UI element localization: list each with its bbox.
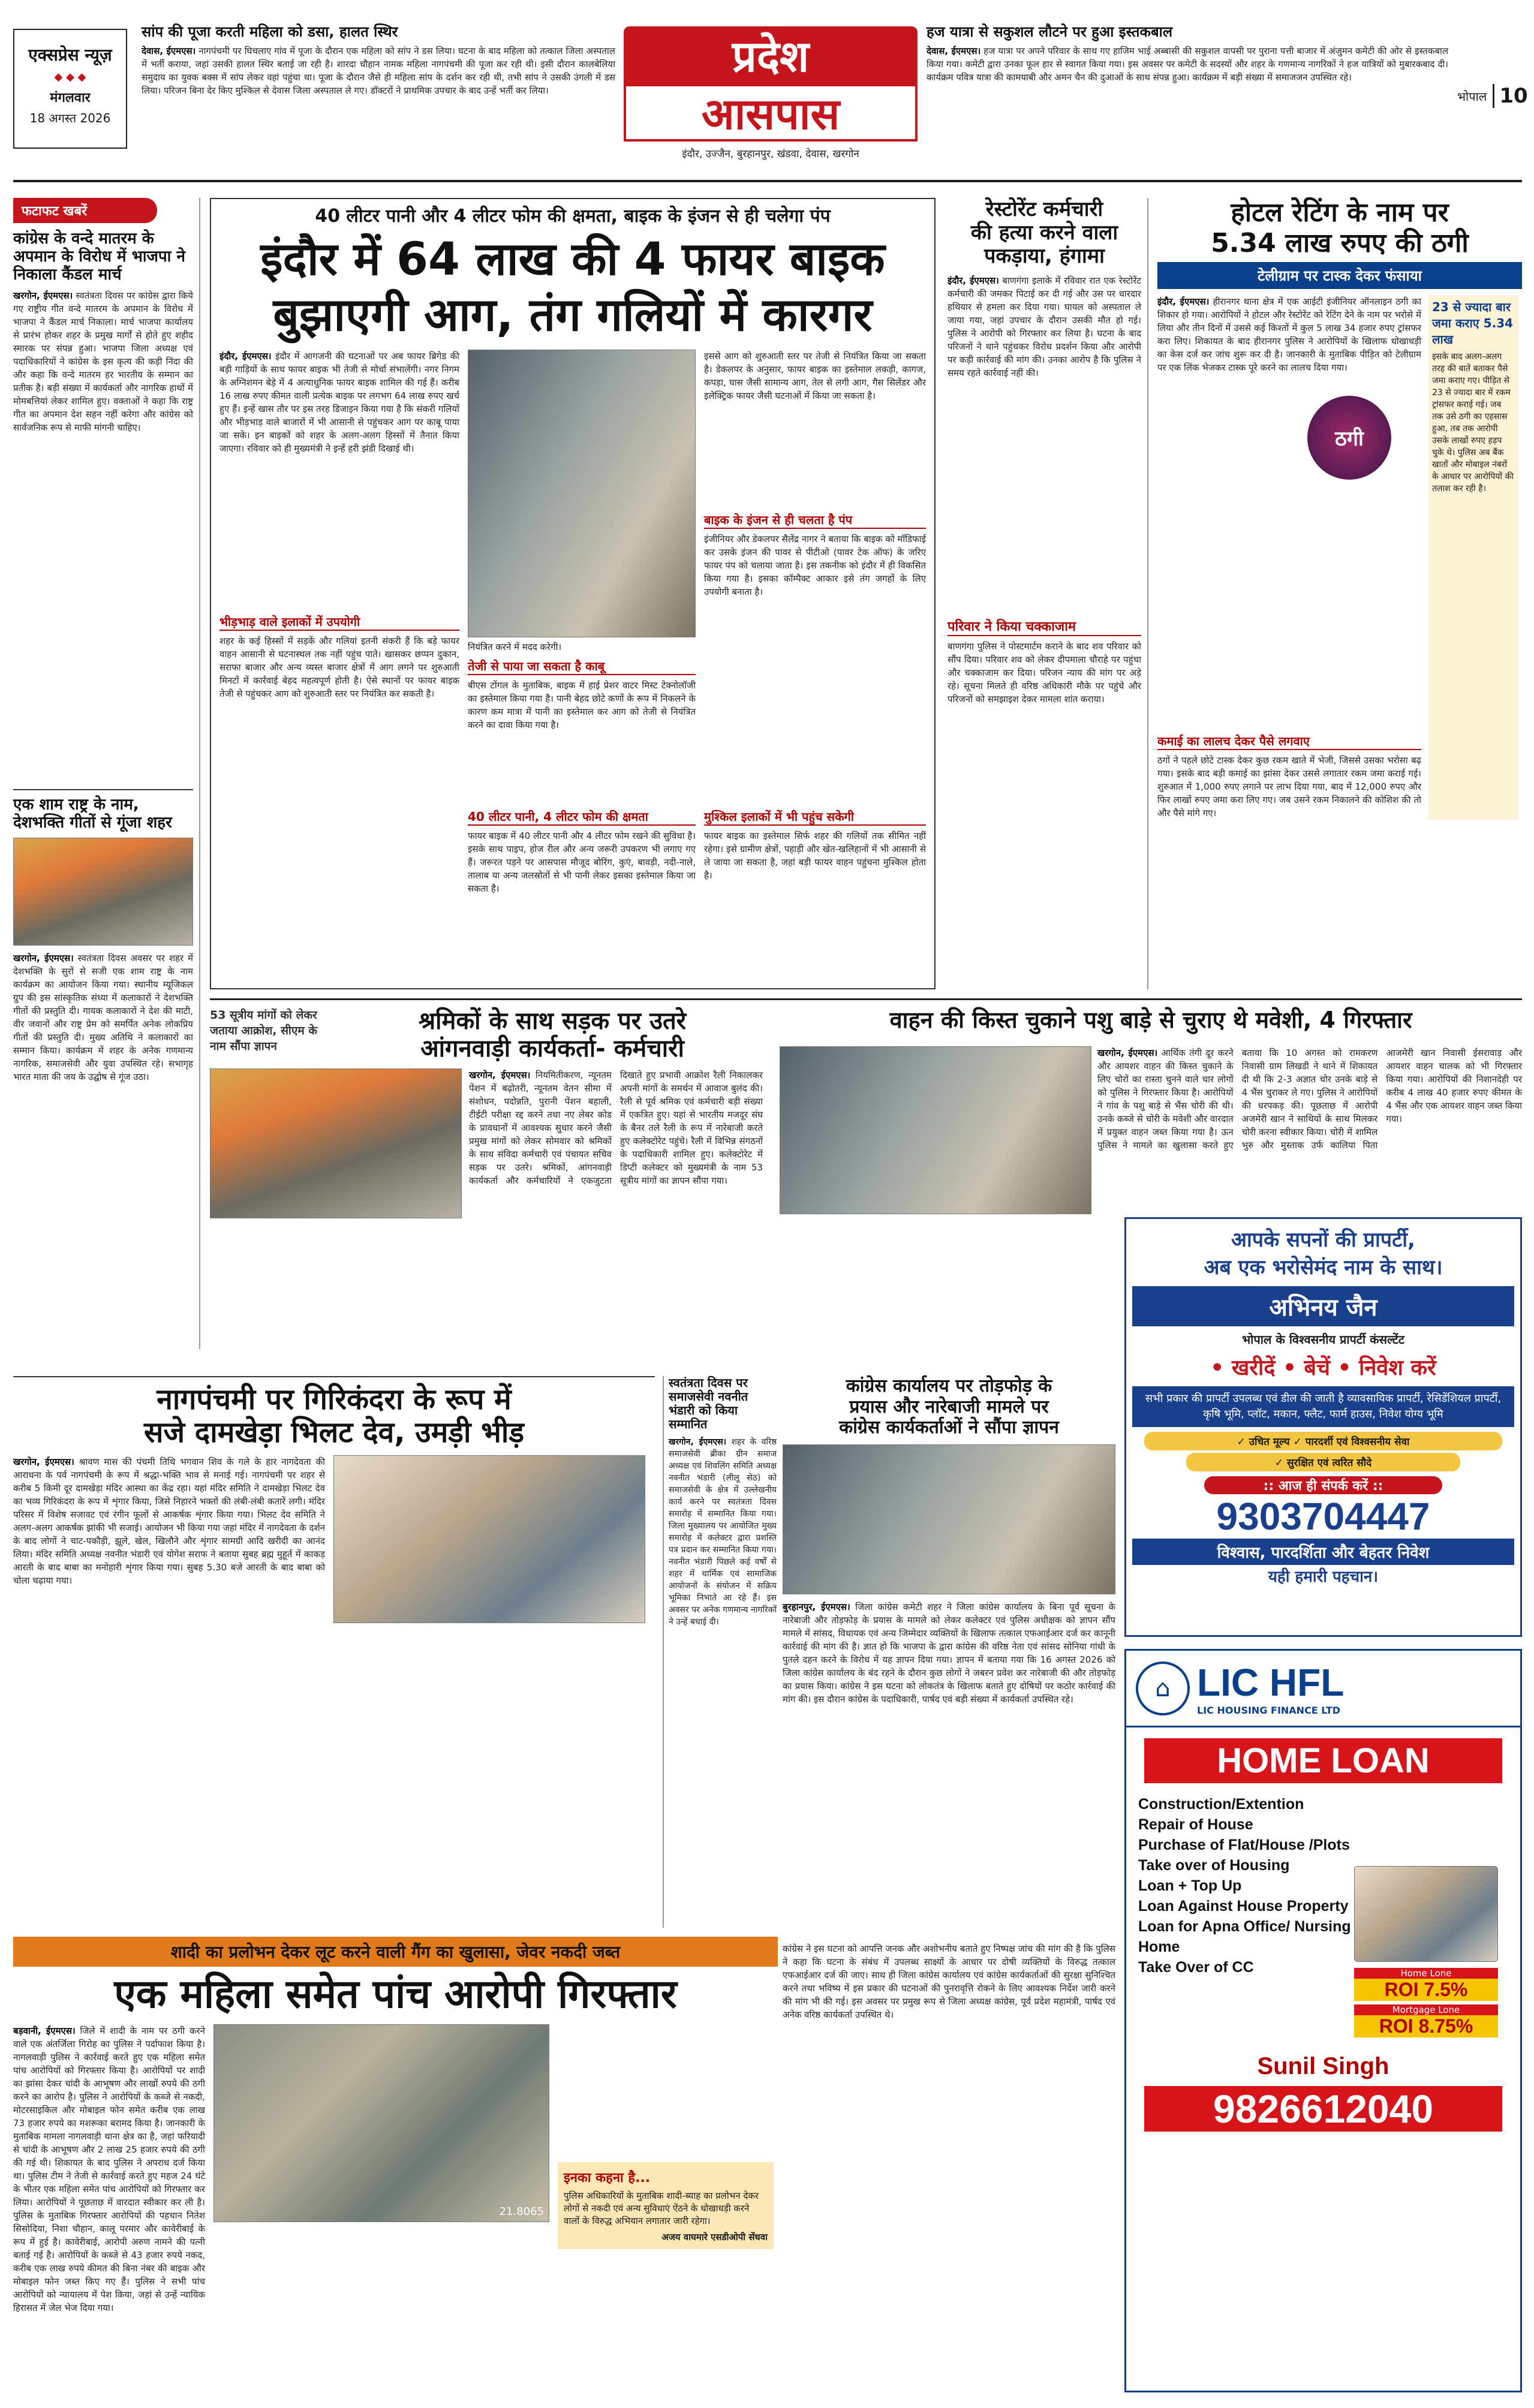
gang-bar: शादी का प्रलोभन देकर लूट करने वाली गैंग का खुलासा, जेवर नकदी जब्त [13, 1937, 778, 1967]
roi-label-1: Home Lone [1354, 1968, 1498, 1979]
masthead-rule [13, 180, 1522, 182]
congress-photo [783, 1444, 1115, 1594]
anganwadi-photo [210, 1068, 462, 1218]
ad-contact-label: :: आज ही संपर्क करें :: [1204, 1476, 1442, 1494]
section-cities: इंदौर, उज्जैन, बुरहानपुर, खंडवा, देवास, खरगोन [682, 148, 859, 160]
main-sub-5: मुश्किल इलाकों में भी पहुंच सकेगी [704, 808, 926, 826]
lic-item: Construction/Extention [1138, 1796, 1304, 1813]
anganwadi-body: नियमितीकरण, न्यूनतम पेंशन में बढ़ोतरी, न्यूनतम वेतन सीमा में संशोधन, पदोन्नति, पुरानी पेंशन बहाली, टीईटी परीक्षा रद्द करने तथा नए लेबर कोड के प्रावधानों में आवश्यक सुधार करने जैसी प्रमुख मांगों को लेकर सोमवार को श्रमिकों के साथ संविदा कर्मचारी एवं पंचायत सचिव सड़क पर उतरे। श्रमिकों, आंगनवाड़ी कार्यकर्ता और कर्मचारियों ने एकजुटता दिखाते हुए प्रभावी आक्रोश रैली निकालकर अपनी मांगों के समर्थन में आवाज बुलंद की। रैली से पूर्व श्रमिक एवं कर्मचारी बड़ी संख्या में एकत्रित हुए। यहां से भारतीय मजदूर संघ के बैनर तले रैली के रूप में नारेबाजी करते हुए कलेक्टोरेट पहुंचे। रैली में विभिन्न संगठनों के पदाधिकारी शामिल हुए। कलेक्टोरेट में डिप्टी कलेक्टर को मुख्यमंत्री के नाम 53 सूत्रीय मांगों का ज्ञापन सौंपा गया। [469, 1070, 763, 1186]
lic-banner: HOME LOAN [1144, 1738, 1502, 1783]
top-left-story [142, 24, 615, 150]
hotel-bar: टेलीग्राम पर टास्क देकर फंसाया [1157, 262, 1522, 289]
lic-phone: 9826612040 [1144, 2086, 1502, 2132]
main-body-6: फायर बाइक का इस्तेमाल सिर्फ शहर की गलियों तक सीमित नहीं रहेगा। इसे ग्रामीण क्षेत्रों, पहाड़ी और खेत-खलिहानों में भी आसानी से ले जाया जा सकता है, जहां बड़ी फायर वाहन पहुंचना मुश्किल होता है। [704, 830, 926, 881]
nagpanchami-story [13, 1376, 655, 1928]
nagpanchami-title-1: नागपंचमी पर गिरिकंदरा के रूप में [157, 1383, 512, 1416]
masthead-left [13, 29, 127, 149]
lic-logo-icon: ⌂ [1136, 1661, 1190, 1715]
thagi-illustration: ठगी [1307, 396, 1391, 480]
page-number: 10 [1493, 84, 1527, 108]
lic-item: Repair of House [1138, 1816, 1253, 1833]
mid-rule [210, 998, 1522, 1000]
top-right-dateline: देवास, ईएमएस। [927, 45, 981, 56]
section-bottom-label: आसपास [624, 86, 918, 142]
restaurant-title-3: पकड़ाया, हंगामा [984, 244, 1105, 269]
anganwadi-story [210, 1007, 768, 1367]
section-logo [624, 26, 918, 164]
anganwadi-dateline: खरगोन, ईएमएस। [469, 1070, 531, 1080]
main-caption: नियंत्रित करने में मदद करेगी। [468, 641, 562, 652]
ad-phone: 9303704447 [1216, 1495, 1430, 1538]
hotel-sub: कमाई का लालच देकर पैसे लगवाए [1157, 733, 1421, 750]
hotel-title-2: 5.34 लाख रुपए की ठगी [1211, 227, 1469, 258]
ad-footer-2: यही हमारी पहचान। [1268, 1568, 1379, 1586]
ad-line-2: अब एक भरोसेमंद नाम के साथ। [1204, 1256, 1443, 1280]
main-headline-2: बुझाएगी आग, तंग गलियों में कारगर [273, 287, 873, 341]
gang-story [13, 1937, 778, 2392]
gang-quote-by: अजय वाघमारे एसडीओपी सेंधवा [661, 2231, 768, 2243]
top-left-dateline: देवास, ईएमएस। [142, 45, 196, 56]
main-photo [468, 350, 696, 637]
navneet-story [663, 1376, 777, 1928]
fatafat-2-body: स्वतंत्रता दिवस अवसर पर शहर में देशभक्ति के सुरों से सजी एक शाम राष्ट्र के नाम कार्यक्रम का आयोजन किया गया। स्थानीय म्यूजिकल ग्रुप की इस सांस्कृतिक संध्या में कलाकारों ने देशभक्ति गीतों की प्रस्तुति दी। गायक कलाकारों ने देश की माटी, वीर जवानों और राष्ट्र प्रेम को समर्पित अनेक लोकप्रिय गीतों की प्रस्तुति दी। मुख्य अतिथि ने कलाकारों का सम्मान किया। कार्यक्रम में शहर के अनेक गणमान्य नागरिक, समाजसेवी और युवा उपस्थित रहे। सभागृह भारत माता की जय के उद्घोष से गूंज उठा। [13, 953, 193, 1083]
lic-item: Loan + Top Up [1138, 1877, 1242, 1894]
main-body-1b: शहर के कई हिस्सों में सड़कें और गलियां इतनी संकरी हैं कि बड़े फायर वाहन आसानी से घटनास्थल तक नहीं पहुंच पाते। खासकर छप्पन दुकान, सराफा बाजार और अन्य व्यस्त बाजार क्षेत्रों में आग लगने पर शुरुआती मिनटों में कार्रवाई बेहद महत्वपूर्ण होती है। ऐसे स्थानों पर फायर बाइक तेजी से पहुंचकर आग को शुरुआती स्तर पर नियंत्रित कर सकती है। [219, 635, 459, 699]
restaurant-body-2: बाणगंगा पुलिस ने पोस्टमार्टम कराने के बाद शव परिवार को सौंप दिया। परिवार शव को लेकर दीपमाला चौराहे पर पहुंचा और चक्काजाम कर दिया। परिजन न्याय की मांग पर अड़े रहे। सूचना मिलते ही वरिष्ठ अधिकारी मौके पर पहुंचे और परिजनों को समझाइश देकर मामला शांत कराया। [948, 641, 1141, 705]
congress-title-1: कांग्रेस कार्यालय पर तोड़फोड़ के [846, 1375, 1052, 1396]
congress-body: जिला कांग्रेस कमेटी शहर ने जिला कांग्रेस कार्यालय के बिना पूर्व सूचना के नारेबाजी और तोड़फोड़ के प्रयास के मामले को लेकर कलेक्टर एवं पुलिस अधीक्षक को ज्ञापन सौंप मामले में सांसद, विधायक एवं अन्य जिम्मेदार व्यक्तियों के खिलाफ तत्काल एफआईआर दर्ज कर कानूनी कार्रवाई की मांग की है। ज्ञात हो कि भाजपा के द्वारा कांग्रेस की वरिष्ठ नेता एवं सांसद सोनिया गांधी के पुतले दहन करने के विरोध में यह ज्ञापन दिया गया। ज्ञापन में बताया गया कि 16 अगस्त 2026 को जिला कांग्रेस कार्यालय के बंद रहने के दौरान कुछ लोगों ने जबरन प्रवेश कर नारेबाजी की और तोड़फोड़ का प्रयास किया। कांग्रेस ने इस घटना को लोकतंत्र के खिलाफ बताते हुए दोषियों पर कठोर कार्रवाई की मांग की। इस दौरान कांग्रेस के पदाधिकारी, पार्षद एवं बड़ी संख्या में कार्यकर्ता उपस्थित रहे। [783, 1601, 1115, 1705]
top-left-body: नागपंचमी पर घिचलाए गांव में पूजा के दौरान एक महिला को सांप ने डस लिया। घटना के बाद महिला को तत्काल जिला अस्पताल में भर्ती कराया, जहां उसकी हालत स्थिर बताई जा रही है। शारदा चौहान नामक महिला नागपंचमी की पूजा कर रही थी। इसी दौरान कालबेलिया समुदाय का युवक बक्स में सांप लेकर वहां पहुंचा था। पूजा के दौरान जैसे ही महिला सांप के दर्शन कर रही थी, तभी सांप ने उसकी उंगली में डस लिया। परिजन बिना देर किए मुश्किल से देवास जिला अस्पताल ले गए। डॉक्टरों ने प्राथमिक उपचार के बाद उन्हें भर्ती कर लिया। [142, 45, 615, 96]
restaurant-title-2: की हत्या करने वाला [970, 221, 1118, 245]
lic-agent: Sunil Singh [1257, 2053, 1389, 2079]
lic-brand-sub: LIC HOUSING FINANCE LTD [1197, 1705, 1341, 1716]
restaurant-title-1: रेस्टोरेंट कर्मचारी [985, 197, 1103, 221]
main-headline-1: इंदौर में 64 लाख की 4 फायर बाइक [260, 231, 885, 285]
roi-value-2: ROI 8.75% [1354, 2015, 1498, 2037]
ad-footer-1: विश्वास, पारदर्शिता और बेहतर निवेश [1132, 1539, 1514, 1565]
anganwadi-title-1: श्रमिकों के साथ सड़क पर उतरे [418, 1007, 687, 1035]
roi-label-2: Mortgage Lone [1354, 2004, 1498, 2015]
cattle-dateline: खरगोन, ईएमएस। [1097, 1048, 1158, 1058]
gang-body: जिले में शादी के नाम पर ठगी करने वाले एक अंतर्जिला गिरोह का पुलिस ने पर्दाफाश किया है। नागलवाड़ी पुलिस ने कार्रवाई करते हुए एक महिला समेत पांच आरोपियों को गिरफ्तार किया है। आरोपियों पर शादी का झांसा देकर चांदी के आभूषण और लाखों रुपये की ठगी करने का आरोप है। पुलिस ने आरोपियों के कब्जे से नकदी, मोटरसाइकिल और मोबाइल फोन समेत करीब एक लाख 73 हजार रुपये का मशरूका बरामद किया है। जानकारी के मुताबिक मामला नागलवाड़ी थाना क्षेत्र का है, जहां फरियादी से चांदी के आभूषण और 2 लाख 25 हजार रुपये की ठगी की गई थी। शिकायत के बाद पुलिस ने अपराध दर्ज किया था। पुलिस टीम ने तेजी से कार्रवाई करते हुए महज 24 घंटे के भीतर एक महिला समेत पांच आरोपियों को गिरफ्तार कर लिया। आरोपियों ने पूछताछ में वारदात स्वीकार कर ली है। पुलिस के मुताबिक गिरफ्तार आरोपियों की पहचान नितेश सिसोदिया, निशा चौहान, कालू परमार और कावेरीबाई के रूप में हुई है। कावेरीबाई, आरोपी अरुण नामने की पत्नी बताई गई है। आरोपियों के कब्जे से 43 हजार रुपये नकद, करीब एक लाख रुपये कीमत की बिना नंबर की बाइक और मोबाइल फोन जब्त किए गए हैं। पुलिस ने सभी पांच आरोपियों को न्यायालय में पेश किया, जहां से उन्हें न्यायिक हिरासत में जेल भेज दिया गया। [13, 2025, 205, 2313]
cattle-title: वाहन की किस्त चुकाने पशु बाड़े से चुराए थे मवेशी, 4 गिरफ्तार [889, 1007, 1412, 1033]
hotel-dateline: इंदौर, ईएमएस। [1157, 296, 1210, 308]
navneet-title: स्वतंत्रता दिवस पर समाजसेवी नवनीत भंडारी को किया सम्मानित [669, 1375, 748, 1431]
gang-dateline: बड़वानी, ईएमएस। [13, 2025, 76, 2036]
masthead-date: 18 अगस्त 2026 [29, 111, 111, 125]
hotel-side-title: 23 से ज्यादा बार जमा कराए 5.34 लाख [1432, 300, 1514, 347]
restaurant-story [948, 198, 1148, 989]
gang-quote-title: इनका कहना है... [564, 2170, 651, 2186]
page-number-box [1457, 78, 1528, 114]
section-top-label: प्रदेश [624, 26, 918, 86]
cattle-body-wrap [1097, 1046, 1522, 1208]
main-body-2: बीएस टोंगल के मुताबिक, बाइक में हाई प्रेशर वाटर मिस्ट टेक्नोलॉजी का इस्तेमाल किया गया है। पानी बेहद छोटे कणों के रूप में निकलने के कारण कम मात्रा में पानी का इस्तेमाल कर आग को तेजी से नियंत्रित करने का दावा किया गया है। [468, 679, 696, 730]
hotel-story [1157, 198, 1522, 989]
navneet-body: शहर के वरिष्ठ समाजसेवी ब्रीका ग्रीन समाज अध्यक्ष एवं शिवलिंग समिति अध्यक्ष नवनीत भंडारी (लीलू सेठ) को समाजसेवी के क्षेत्र में उल्लेखनीय कार्य करने पर स्वतंत्रता दिवस समारोह में सम्मानित किया गया। जिला मुख्यालय पर आयोजित मुख्य समारोह में कलेक्टर द्वारा प्रशस्ति पत्र प्रदान कर सम्मानित किया गया। नवनीत भंडारी पिछले कई वर्षों से शहर में धार्मिक एवं सामाजिक आयोजनों के संयोजन में सक्रिय भूमिका निभाते आ रहे हैं। इस अवसर पर अनेक गणमान्य नागरिकों ने उन्हें बधाई दी। [669, 1437, 777, 1627]
gang-title: एक महिला समेत पांच आरोपी गिरफ्तार [114, 1971, 677, 2017]
top-right-story [927, 24, 1448, 150]
roi-value-1: ROI 7.5% [1354, 1979, 1498, 2001]
main-body-1: इंदौर में आगजनी की घटनाओं पर अब फायर ब्रिगेड की बड़ी गाड़ियों के साथ फायर बाइक भी तेजी से मोर्चा संभालेंगी। नगर निगम के अग्निशमन बेड़े में 4 अत्याधुनिक फायर बाइक शामिल की गई हैं। करीब 16 लाख रुपए कीमत वाली प्रत्येक बाइक पर लगभग 64 लाख रुपए खर्च हुए हैं। इन्हें खास तौर पर इस तरह डिजाइन किया गया है कि संकरी गलियों और भीड़भाड़ वाले बाजारों में भी आसानी से पहुंचकर आग पर काबू पाया जा सके। इन बाइकों को शहर के अलग-अलग हिस्सों में तैनात किया जाएगा। रविवार को ही मुख्यमंत्री ने इन्हें हरी झंडी दिखाई थी। [219, 350, 459, 454]
lic-family-photo [1354, 1866, 1498, 1962]
main-sub-1: भीड़भाड़ वाले इलाकों में उपयोगी [219, 613, 459, 631]
lic-item: Loan Against House Property [1138, 1898, 1349, 1915]
congress-dateline: बुरहानपुर, ईएमएस। [783, 1601, 850, 1612]
cattle-body: आर्थिक तंगी दूर करने और आयशर वाहन की किस्त चुकाने के लिए चोरों का रास्ता चुनने वाले चार लोगों को पुलिस ने गिरफ्तार किया है। आरोपियों ने गांव के पशु बाड़े से भैंस चोरी की थी। उनके कब्जे से चोरी के मवेशी और वारदात में प्रयुक्त वाहन जब्त किया गया है। ऊन पुलिस ने मामले का खुलासा करते हुए बताया कि 10 अगस्त को रामकरण निवासी ग्राम लिखडी ने थाने में शिकायत दी थी कि 2-3 अज्ञात चोर उनके बाड़े से 4 भैंस चुराकर ले गए। पुलिस ने आरोपियों की धरपकड़ की। पूछताछ में आरोपी अजमेरी खान ने साथियों के साथ मिलकर चोरी करना स्वीकार किया। चोरी में शामिल भुरु और मुस्ताक उर्फ कालिया पिता आजमेरी खान निवासी ईसरावाड़ और आयशर वाहन चालक को भी गिरफ्तार किया गया। आरोपियों की निशानदेही पर करीब 4 लाख 40 हजार रुपए कीमत के 4 भैंस और एक आयशर वाहन जब्त किया गया। [1097, 1048, 1522, 1151]
masthead-city: भोपाल [1457, 89, 1487, 104]
nagpanchami-body: श्रावण मास की पंचमी तिथि भगवान शिव के गले के हार नागदेवता की आराधना के पर्व नागपंचमी के रूप में श्रद्धा-भक्ति भाव से मनाई गई। नागपंचमी पर शहर से करीब 5 किमी दूर दामखेड़ा मंदिर आस्था का केंद्र रहा। यहां मंदिर समिति ने दामखेड़ा भिलट देव का भव्य गिरिकंदरा के रूप में शृंगार किया, जिसे निहारने भक्तों की लंबी-लंबी कतारें लगी। मंदिर परिसर में विशेष सजावट एवं रंगीन फूलों से आकर्षक शृंगार किया गया। भिलट देव समिति ने अलग-अलग आकर्षक झांकी भी सजाई। आयोजन भी किया गया जहां मंदिर में नागदेवता के दर्शन के बाद लोगों ने चाट-पकौड़ी, झूले, खेल, खिलौने और शृंगार सामग्री आदि खरीदी का आनंद लिया। मंदिर समिति अध्यक्ष नवनीत भंडारी एवं योगेश सराफ ने बताया सुबह ब्रह्म मुहूर्त में काकड़ आरती के बाद बाबा का मनोहारी शृंगार किया गया। सुबह 5.30 बजे आरती के बाद बाबा को चोला चढ़ाया गया। [13, 1456, 325, 1587]
gang-quote-box [558, 2162, 774, 2249]
ad-name: अभिनय जैन [1132, 1286, 1514, 1326]
fatafat-1-body: स्वतंत्रता दिवस पर कांग्रेस द्वारा किये गए राष्ट्रीय गीत वन्दे मातरम के अपमान के विरोध में भाजपा ने कैंडल मार्च निकाला। मार्च भाजपा कार्यालय से प्रारंभ होकर शहर के प्रमुख मार्गों से होते हुए शहीद स्मारक पर संपन्न हुआ। भाजपा जिला अध्यक्ष एवं पदाधिकारियों ने कांग्रेस के इस कृत्य की कड़ी निंदा की और कहा कि वन्दे मातरम हर भारतीय के सम्मान का प्रतीक है। बड़ी संख्या में कार्यकर्ता और नागरिक हाथों में मोमबत्तियां लेकर शामिल हुए। वक्ताओं ने कहा कि राष्ट्र गीत का अपमान देश सहन नहीं करेगा और कांग्रेस को सार्वजनिक रूप से माफी मांगनी चाहिए। [13, 290, 193, 433]
nagpanchami-title-2: सजे दामखेड़ा भिलट देव, उमड़ी भीड़ [144, 1416, 524, 1450]
main-sub-2: तेजी से पाया जा सकता है काबू [468, 658, 696, 675]
gang-photo [213, 2024, 549, 2222]
congress-title-3: कांग्रेस कार्यकर्ताओं ने सौंपा ज्ञापन [839, 1417, 1059, 1438]
cattle-photo [780, 1046, 1091, 1214]
fatafat-label: फटाफट खबरें [13, 198, 157, 223]
hotel-title-1: होटल रेटिंग के नाम पर [1231, 197, 1449, 228]
restaurant-body: बाणगंगा इलाके में रविवार रात एक रेस्टोरेंट कर्मचारी की जमकर पिटाई कर दी गई और उस पर धारदार हथियार से हमला कर दिया गया। घायल को अस्पताल ले जाया गया, जहां उपचार के दौरान उसकी मौत हो गई। पुलिस ने आरोपी को गिरफ्तार कर लिया है। घटना के बाद परिजनों ने थाने पहुंचकर विरोध प्रदर्शन किया और आरोपी पर कड़ी कार्रवाई की मांग की। उनका आरोप है कि पुलिस ने समय रहते कार्रवाई नहीं की। [948, 275, 1141, 379]
congress-title-2: प्रयास और नारेबाजी मामले पर [849, 1396, 1049, 1417]
nagpanchami-photo [333, 1455, 645, 1623]
lic-brand: LIC HFL [1197, 1661, 1344, 1704]
restaurant-dateline: इंदौर, ईएमएस। [948, 275, 999, 287]
gang-quote: पुलिस अधिकारियों के मुताबिक शादी-ब्याह का प्रलोभन देकर लोगों से नकदी एवं अन्य सुविधाएं ऐंठने के धोखाधड़ी करने वालों के विरुद्ध अभियान लगातार जारी रहेगा। [564, 2190, 759, 2226]
top-left-title: सांप की पूजा करती महिला को डसा, हालत स्थिर [142, 23, 398, 40]
congress-body-2: कांग्रेस ने इस घटना को आपत्ति जनक और अशोभनीय बताते हुए निष्पक्ष जांच की मांग की है कि पुलिस ने कहा कि घटना के संबंध में उपलब्ध साक्ष्यों के आधार पर दोषी व्यक्तियों के विरुद्ध तत्काल एफआईआर दर्ज की जाए। साथ ही जिला कांग्रेस कार्यालय एवं कांग्रेस कार्यकर्ताओं की सुरक्षा सुनिश्चित करने तथा भविष्य में इस प्रकार की घटनाओं की पुनरावृत्ति रोकने के लिए आवश्यक निर्देश जारी करने की मांग भी की गई। इस अवसर पर प्रमुख रूप से जिला अध्यक्ष कांग्रेस, पूर्व प्रदेश महामंत्री, पार्षद एवं अनेक वरिष्ठ कार्यकर्ता उपस्थित थे। [783, 1943, 1115, 2020]
lic-ad [1124, 1649, 1522, 2392]
congress-story [783, 1376, 1115, 2383]
main-story [210, 198, 936, 989]
property-ad [1124, 1217, 1522, 1637]
main-body-3: फायर बाइक में 40 लीटर पानी और 4 लीटर फोम रखने की सुविधा है। इसके साथ पाइप, होज रील और अन्य जरूरी उपकरण भी लगाए गए हैं। जरूरत पड़ने पर आसपास मौजूद बोरिंग, कुएं, बावड़ी, नदी-नाले, तालाब या अन्य जलस्रोतों से भी पानी लेकर इसका इस्तेमाल किया जा सकता है। [468, 830, 696, 894]
lic-item: Take Over of CC [1138, 1959, 1254, 1976]
fatafat-2-photo [13, 838, 193, 946]
main-dateline: इंदौर, ईएमएस। [219, 350, 272, 362]
fatafat-1-title: कांग्रेस के वन्दे मातरम के अपमान के विरोध में भाजपा ने निकाला कैंडल मार्च [13, 230, 185, 284]
lic-list [1138, 1794, 1354, 2037]
anganwadi-title-2: आंगनवाड़ी कार्यकर्ता- कर्मचारी [420, 1035, 684, 1062]
main-sub-3: 40 लीटर पानी, 4 लीटर फोम की क्षमता [468, 808, 696, 826]
hotel-body-2: ठगों ने पहले छोटे टास्क देकर कुछ रकम खाते में भेजी, जिससे उसका भरोसा बढ़ गया। इसके बाद बड़ी कमाई का झांसा देकर उससे लगातार रकम जमा कराई गई। शुरुआत में 1,000 रुपए लगाने पर लाभ दिया गया, बाद में 12,000 रुपए और फिर लाखों रुपए जमा करा लिए गए। जब उसने रकम निकालने की कोशिश की तो और पैसे मांगे गए। [1157, 755, 1421, 819]
main-body-5: इंजीनियर और डेकलपर सैलेंद्र नागर ने बताया कि बाइक को मॉडिफाई कर उसके इंजन की पावर से पीटीओ (पावर टेक ऑफ) के जरिए फायर पंप को चलाया जाता है। इस तकनीक को इंदौर में ही विकसित किया गया है। इसका कॉम्पैक्ट आकार इसे तंग जगहों के लिए उपयोगी बनाता है। [704, 533, 926, 597]
gang-photo-code: 21.8065 [499, 2205, 544, 2218]
anganwadi-side: 53 सूत्रीय मांगों को लेकर जताया आक्रोश, सीएम के नाम सौंपा ज्ञापन [210, 1009, 317, 1053]
restaurant-sub: परिवार ने किया चक्काजाम [948, 617, 1141, 636]
lic-item: Loan for Apna Office/ Nursing Home [1138, 1918, 1351, 1955]
fatafat-2-title: एक शाम राष्ट्र के नाम, देशभक्ति गीतों से गूंजा शहर [13, 795, 172, 832]
nagpanchami-dateline: खरगोन, ईएमएस। [13, 1456, 74, 1468]
ad-pill-2: ✓ सुरक्षित एवं त्वरित सौदे [1186, 1453, 1460, 1471]
main-body-4: इससे आग को शुरुआती स्तर पर तेजी से नियंत्रित किया जा सकता है। डेकलपर के अनुसार, फायर बाइक का इस्तेमाल लकड़ी, कागज, कपड़ा, घास जैसी सामान्य आग, तेल से लगी आग, गैस सिलेंडर और इलेक्ट्रिक फायर जैसी घटनाओं में किया जा सकता है। [704, 350, 926, 401]
fatafat-column [13, 198, 200, 1349]
hotel-body: हीरानगर थाना क्षेत्र में एक आईटी इंजीनियर ऑनलाइन ठगी का शिकार हो गया। आरोपियों ने होटल और रेस्टोरेंट को रेटिंग देने के नाम पर भरोसे में लिया और तीन दिनों में उससे कई किश्तों में कुल 5 लाख 34 हजार रुपए ट्रांसफर करा लिए। शिकायत के बाद हीरानगर पुलिस ने आरोपियों के खिलाफ धोखाधड़ी का केस दर्ज कर जांच शुरू कर दी है। जानकारी के मुताबिक पीड़ित को टेलीग्राम पर एक लिंक भेजकर टास्क पूरे करने का लालच दिया गया। [1157, 296, 1421, 374]
ad-line-1: आपके सपनों की प्रापर्टी, [1231, 1228, 1415, 1252]
lic-item: Take over of Housing [1138, 1857, 1290, 1874]
paper-name: एक्सप्रेस न्यूज़ [28, 45, 112, 65]
main-sub-4: बाइक के इंजन से ही चलता है पंप [704, 511, 926, 529]
top-right-body: हज यात्रा पर अपने परिवार के साथ गए हाजिम भाई अब्बासी की सकुशल वापसी पर पुराना पत्ती बाजार में अंजुमन कमेटी की ओर से इस्तकबाल किया गया। कमेटी द्वारा उनका फूल हार से स्वागत किया गया। इस अवसर पर कमेटी के सदस्यों और शहर के गणमान्य नागरिकों ने हज यात्रियों को मुबारकबाद दी। कार्यक्रम पवित्र यात्रा की कामयाबी और अमन चैन की दुआओं के साथ संपन्न हुआ। कार्यक्रम में बड़ी संख्या में समाजजन उपस्थित रहे। [927, 45, 1448, 83]
lic-item: Purchase of Flat/House /Plots [1138, 1837, 1350, 1853]
main-kicker: 40 लीटर पानी और 4 लीटर फोम की क्षमता, बाइक के इंजन से ही चलेगा पंप [315, 206, 831, 227]
masthead-day: मंगलवार [50, 91, 91, 106]
ad-tagline: भोपाल के विश्वसनीय प्रापर्टी कंसल्टेंट [1242, 1332, 1404, 1347]
fatafat-1-dateline: खरगोन, ईएमएस। [13, 290, 73, 301]
top-right-title: हज यात्रा से सकुशल लौटने पर हुआ इस्तकबाल [927, 23, 1173, 40]
ad-actions: • खरीदें • बेचें • निवेश करें [1210, 1356, 1436, 1380]
hotel-side-body: इसके बाद अलग-अलग तरह की बातें बताकर पैसे जमा कराए गए। पीड़ित से 23 से ज्यादा बार में रकम ट्रांसफर कराई गई। जब तक उसे ठगी का एहसास हुआ, तब तक आरोपी उसके लाखों रुपए हड़प चुके थे। पुलिस अब बैंक खातों और मोबाइल नंबरों के आधार पर आरोपियों की तलाश कर रही है। [1432, 352, 1514, 494]
ad-pill-1: ✓ उचित मूल्य ✓ पारदर्शी एवं विश्वसनीय सेवा [1144, 1432, 1502, 1450]
ad-desc: सभी प्रकार की प्रापर्टी उपलब्ध एवं डील की जाती है व्यावसायिक प्रापर्टी, रेसिडेंशियल प्रापर्टी, कृषि भूमि, प्लॉट, मकान, फ्लैट, फार्म हाउस, निवेश योग्य भूमि [1132, 1386, 1514, 1427]
fatafat-2-dateline: खरगोन, ईएमएस। [13, 953, 74, 964]
navneet-dateline: खरगोन, ईएमएस। [669, 1437, 727, 1447]
ornament: ◆ ◆ ◆ [54, 71, 86, 83]
